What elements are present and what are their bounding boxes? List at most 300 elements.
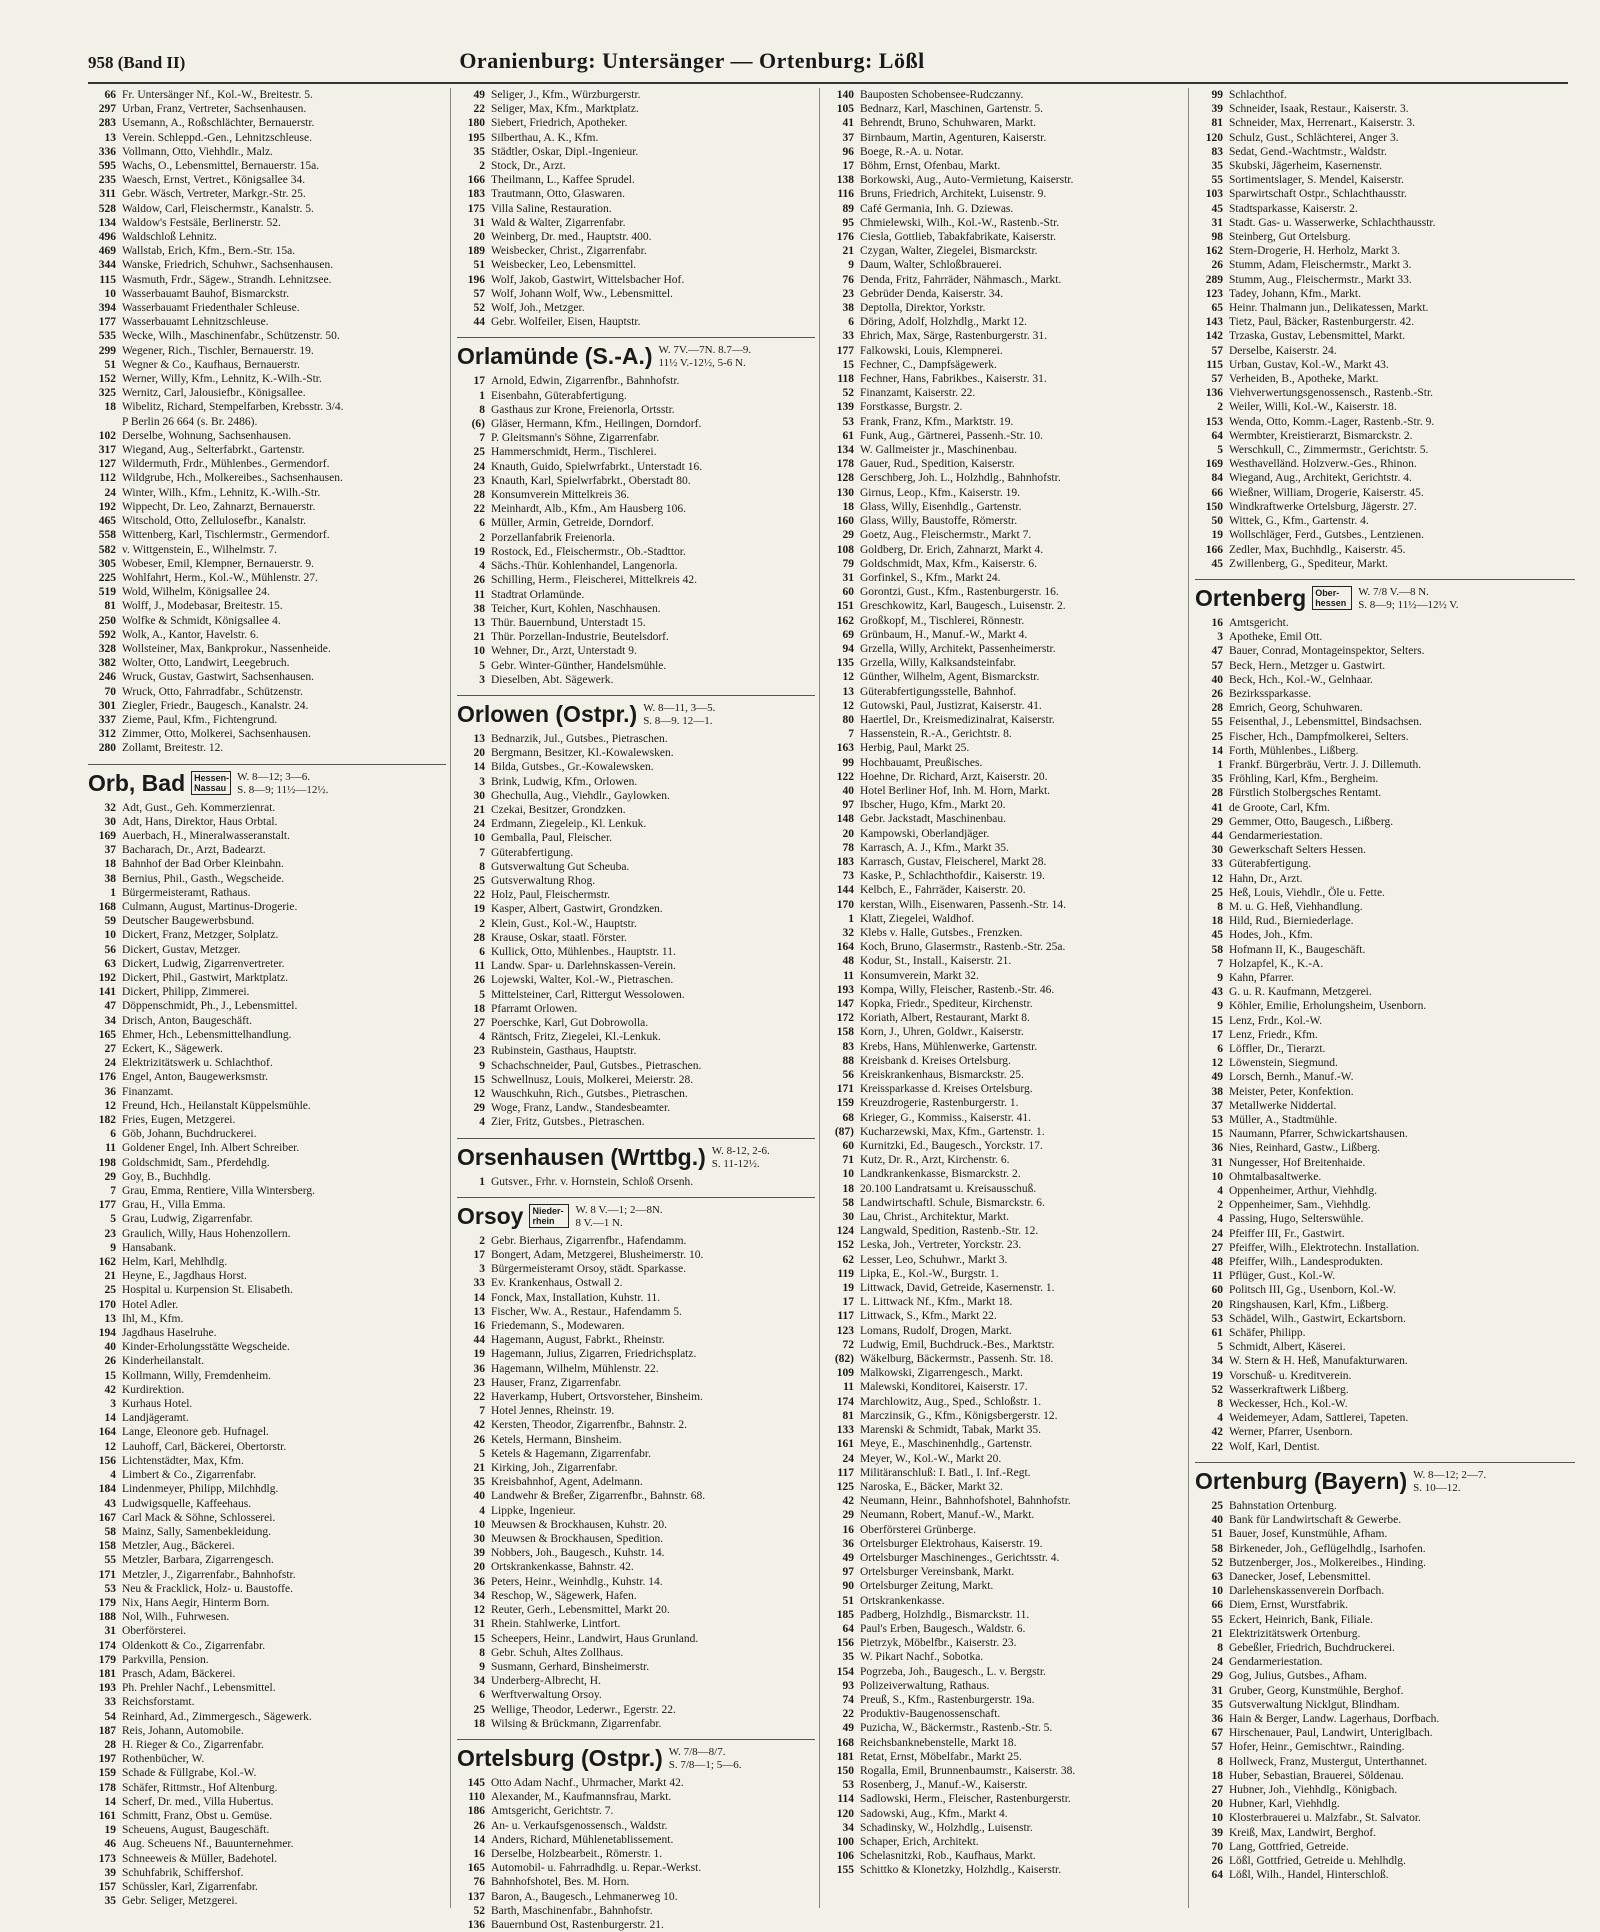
entry-text: Wallstab, Erich, Kfm., Bern.-Str. 15a. [122, 245, 296, 258]
list-item [826, 898, 1184, 912]
place-heading [457, 337, 815, 370]
list-item [88, 543, 446, 557]
entry-text: Kutz, Dr. R., Arzt, Kirchenstr. 6. [860, 1154, 1010, 1167]
phone-number: 100 [836, 1835, 854, 1848]
entry-text: Stumm, Adam, Fleischermstr., Markt 3. [1229, 259, 1412, 272]
list-item [88, 1042, 446, 1056]
list-item [1195, 1085, 1575, 1099]
page-number: 958 (Band II) [88, 53, 186, 72]
phone-number: 141 [98, 986, 116, 999]
phone-number: 528 [98, 202, 116, 215]
list-item [1195, 1698, 1575, 1712]
phone-number: 173 [98, 1852, 116, 1865]
list-item [1195, 471, 1575, 485]
list-item [457, 1262, 815, 1276]
entry-text: Kullick, Otto, Mühlenbes., Hauptstr. 11. [491, 945, 676, 958]
entry-text: Ortelsburger Vereinsbank, Markt. [860, 1566, 1015, 1579]
entry-text: Langwald, Spedition, Rastenb.-Str. 12. [860, 1225, 1039, 1238]
entry-text: Waldow's Festsäle, Berlinerstr. 52. [122, 216, 281, 229]
phone-number: 198 [98, 1156, 116, 1169]
entry-text: Korn, J., Uhren, Goldwr., Kaiserstr. [860, 1026, 1024, 1039]
phone-number: 52 [473, 1904, 485, 1917]
phone-number: 58 [842, 1196, 854, 1209]
list-item [457, 1433, 815, 1447]
phone-number: 23 [473, 474, 485, 487]
list-item [1195, 131, 1575, 145]
phone-number: 58 [104, 1525, 116, 1538]
list-item [88, 1383, 446, 1397]
entry-text: Amtsgericht. [1229, 616, 1289, 629]
entry-text: Deutscher Baugewerbsbund. [122, 915, 255, 928]
entry-text: Hubner, Joh., Viehhdlg., Königbach. [1229, 1783, 1398, 1796]
list-item [88, 900, 446, 914]
entry-text: Kelbch, E., Fahrräder, Kaiserstr. 20. [860, 884, 1026, 897]
list-item [826, 940, 1184, 954]
phone-number: 394 [98, 302, 116, 315]
page-header [88, 48, 1568, 80]
list-item [1195, 1411, 1575, 1425]
phone-number: 22 [473, 1391, 485, 1404]
phone-number: 9 [479, 1660, 485, 1673]
list-item [88, 1681, 446, 1695]
list-item [1195, 1184, 1575, 1198]
entry-text: Lippke, Ingenieur. [491, 1504, 576, 1517]
entry-text: Hoehne, Dr. Richard, Arzt, Kaiserstr. 20. [860, 770, 1048, 783]
entry-text: Schneeweis & Müller, Badehotel. [122, 1852, 278, 1865]
list-item [88, 528, 446, 542]
entry-text: Fonck, Max, Installation, Kuhstr. 11. [491, 1291, 661, 1304]
entry-text: Goetz, Aug., Fleischermstr., Markt 7. [860, 529, 1032, 542]
place-hours: W. 7/8 V.—8 N. S. 8—9; 11½—12½ V. [1358, 585, 1459, 611]
phone-number: 193 [98, 1682, 116, 1695]
entry-text: Weidemeyer, Adam, Sattlerei, Tapeten. [1229, 1412, 1409, 1425]
list-item [88, 1198, 446, 1212]
phone-number: 38 [1211, 1085, 1223, 1098]
list-item [826, 1466, 1184, 1480]
phone-number: 64 [1211, 1869, 1223, 1882]
list-item [457, 644, 815, 658]
list-item [88, 857, 446, 871]
list-item [88, 801, 446, 815]
entry-text: Schulz, Gust., Schlächterei, Anger 3. [1229, 131, 1399, 144]
list-item [826, 954, 1184, 968]
phone-number: 21 [473, 803, 485, 816]
phone-number: 283 [98, 117, 116, 130]
list-item [457, 1489, 815, 1503]
entry-text: Wolf, Jakob, Gastwirt, Wittelsbacher Hof. [491, 273, 685, 286]
entry-text: Gebrüder Denda, Kaiserstr. 34. [860, 287, 1004, 300]
list-item [1195, 829, 1575, 843]
entry-text: Reis, Johann, Automobile. [122, 1724, 244, 1737]
entry-text: Hild, Rud., Bierniederlage. [1229, 915, 1354, 928]
list-item [1195, 758, 1575, 772]
list-item [88, 1511, 446, 1525]
list-item [88, 971, 446, 985]
entry-text: Daum, Walter, Schloßbrauerei. [860, 259, 1002, 272]
list-item [1195, 644, 1575, 658]
entry-text: Gebr. Schuh, Altes Zollhaus. [491, 1646, 624, 1659]
phone-number: 172 [836, 1012, 854, 1025]
phone-number: 58 [1211, 1542, 1223, 1555]
list-item [88, 1468, 446, 1482]
entry-text: Lauhoff, Carl, Bäckerei, Obertorstr. [122, 1440, 287, 1453]
entry-text: Großkopf, M., Tischlerei, Rönnestr. [860, 614, 1025, 627]
entry-text: Meuwsen & Brockhausen, Kuhstr. 20. [491, 1518, 667, 1531]
entry-text: Sadowski, Aug., Kfm., Markt 4. [860, 1807, 1008, 1820]
list-item [826, 415, 1184, 429]
entry-text: Pfeiffer III, Fr., Gastwirt. [1229, 1227, 1345, 1240]
entry-text: Güterabfertigung. [491, 846, 574, 859]
phone-number: 170 [98, 1298, 116, 1311]
phone-number: 115 [99, 273, 116, 286]
entry-text: Danecker, Josef, Lebensmittel. [1229, 1570, 1371, 1583]
entry-text: Klatt, Ziegelei, Waldhof. [860, 912, 975, 925]
phone-number: 194 [98, 1327, 116, 1340]
entry-text: Lößl, Gottfried, Getreide u. Mehlhdlg. [1229, 1854, 1406, 1867]
entry-text: Culmann, August, Martinus-Drogerie. [122, 900, 298, 913]
entry-text: Holzapfel, K., K.-A. [1229, 957, 1324, 970]
list-item [457, 474, 815, 488]
entry-text: Kollmann, Willy, Fremdenheim. [122, 1369, 272, 1382]
phone-number: 28 [104, 1738, 116, 1751]
entry-text: Fischer, Hch., Dampfmolkerei, Selters. [1229, 730, 1409, 743]
list-item [88, 928, 446, 942]
list-item [1195, 872, 1575, 886]
list-item [1195, 730, 1575, 744]
entry-text: Meister, Peter, Konfektion. [1229, 1085, 1354, 1098]
list-item [826, 770, 1184, 784]
list-item [457, 588, 815, 602]
list-item [826, 301, 1184, 315]
list-item [826, 1778, 1184, 1792]
list-item [826, 1196, 1184, 1210]
entry-text: Stock, Dr., Arzt. [491, 160, 566, 173]
list-item [457, 1030, 815, 1044]
list-item [1195, 1397, 1575, 1411]
phone-number: 2 [479, 531, 485, 544]
list-item [826, 471, 1184, 485]
phone-number: 13 [104, 1312, 116, 1325]
phone-number: 305 [98, 557, 116, 570]
list-item [826, 1579, 1184, 1593]
entry-text: Wohlfahrt, Herm., Kol.-W., Mühlenstr. 27. [122, 571, 319, 584]
entry-text: G. u. R. Kaufmann, Metzgerei. [1229, 986, 1372, 999]
entry-text: Paul's Erben, Baugesch., Waldstr. 6. [860, 1622, 1026, 1635]
entry-text: Wenda, Otto, Komm.-Lager, Rastenb.-Str. 9. [1229, 415, 1435, 428]
phone-number: 164 [836, 941, 854, 954]
list-item [457, 1016, 815, 1030]
phone-number: 138 [836, 174, 854, 187]
list-item [88, 329, 446, 343]
entry-text: Klebs v. Halle, Gutsbes., Frenzken. [860, 926, 1023, 939]
entry-text: Skubski, Jägerheim, Kasernenstr. [1229, 160, 1382, 173]
phone-number: 9 [1217, 971, 1223, 984]
place-heading [457, 1138, 815, 1171]
phone-number: 56 [104, 943, 116, 956]
entry-text: Scherf, Dr. med., Villa Hubertus. [122, 1795, 274, 1808]
phone-number: 28 [473, 931, 485, 944]
entry-text: Gasthaus zur Krone, Freienorla, Ortsstr. [491, 403, 675, 416]
list-item [1195, 1556, 1575, 1570]
phone-number: 70 [1211, 1840, 1223, 1853]
list-item [1195, 1769, 1575, 1783]
list-item [1195, 528, 1575, 542]
list-item [1195, 1627, 1575, 1641]
list-item [826, 656, 1184, 670]
phone-number: 152 [836, 1239, 854, 1252]
phone-number: 16 [842, 1523, 854, 1536]
entry-text: Städtler, Oskar, Dipl.-Ingenieur. [491, 145, 639, 158]
list-item [457, 732, 815, 746]
entry-text: Wehner, Dr., Arzt, Unterstadt 9. [491, 645, 637, 658]
list-item [457, 817, 815, 831]
list-item [457, 1790, 815, 1804]
entry-text: Gorontzi, Gust., Kfm., Rastenburgerstr. 16. [860, 586, 1059, 599]
entry-text: Werner, Pfarrer, Usenborn. [1229, 1426, 1353, 1439]
phone-number: 21 [473, 631, 485, 644]
entry-text: Koch, Bruno, Glasermstr., Rastenb.-Str. 25a. [860, 941, 1066, 954]
entry-text: Dickert, Gustav, Metzger. [122, 943, 241, 956]
entry-text: M. u. G. Heß, Viehhandlung. [1229, 900, 1363, 913]
entry-text: Naroska, E., Bäcker, Markt 32. [860, 1480, 1003, 1493]
list-item [88, 443, 446, 457]
list-item [826, 1238, 1184, 1252]
phone-number: 53 [1211, 1312, 1223, 1325]
list-item [457, 389, 815, 403]
list-item [457, 1390, 815, 1404]
list-item [457, 1044, 815, 1058]
phone-number: 60 [1211, 1284, 1223, 1297]
place-hours: W. 8—12; 2—7. S. 10—12. [1413, 1468, 1487, 1494]
phone-number: 311 [99, 188, 116, 201]
entry-text: Parkvilla, Pension. [122, 1653, 209, 1666]
phone-number: 51 [1211, 1528, 1223, 1541]
phone-number: 1 [1217, 758, 1223, 771]
phone-number: 30 [1211, 844, 1223, 857]
entry-text: Ringshausen, Karl, Kfm., Lißberg. [1229, 1298, 1389, 1311]
list-item [826, 1380, 1184, 1394]
list-item [826, 1111, 1184, 1125]
list-item [457, 1175, 815, 1189]
list-item [88, 1781, 446, 1795]
phone-number: 161 [98, 1809, 116, 1822]
page-title: Oranienburg: Untersänger — Ortenburg: Lößl [459, 48, 925, 73]
place-heading [457, 1739, 815, 1772]
list-item [88, 1283, 446, 1297]
phone-number: 6 [479, 517, 485, 530]
entry-text: Gog, Julius, Gutsbes., Afham. [1229, 1670, 1367, 1683]
entry-text: Lang, Gottfried, Getreide. [1229, 1840, 1349, 1853]
phone-number: 95 [842, 216, 854, 229]
list-item [457, 187, 815, 201]
list-item [826, 869, 1184, 883]
phone-number: 26 [1211, 687, 1223, 700]
phone-number: 18 [104, 858, 116, 871]
entry-text: Lindenmeyer, Philipp, Milchhdlg. [122, 1483, 279, 1496]
entry-text: Sparwirtschaft Ostpr., Schlachthausstr. [1229, 188, 1407, 201]
entry-text: Wasserbauamt Bauhof, Bismarckstr. [122, 287, 290, 300]
list-item [88, 1085, 446, 1099]
phone-number: 66 [1211, 486, 1223, 499]
phone-number: 26 [473, 1433, 485, 1446]
phone-number: 5 [479, 1447, 485, 1460]
phone-number: 94 [842, 642, 854, 655]
list-item [826, 443, 1184, 457]
phone-number: 117 [837, 1466, 854, 1479]
entry-text: Boege, R.-A. u. Notar. [860, 145, 964, 158]
entry-text: Polizeiverwaltung, Rathaus. [860, 1679, 990, 1692]
phone-number: 153 [1205, 415, 1223, 428]
list-item [88, 843, 446, 857]
entry-text: Jagdhaus Haselruhe. [122, 1327, 217, 1340]
entry-text: Theilmann, L., Kaffee Sprudel. [491, 174, 635, 187]
list-item [1195, 1269, 1575, 1283]
phone-number: 184 [98, 1483, 116, 1496]
column-4 [1195, 88, 1579, 1908]
phone-number: 34 [473, 1589, 485, 1602]
phone-number: 13 [104, 131, 116, 144]
entry-text: Ph. Prehler Nachf., Lebensmittel. [122, 1682, 276, 1695]
list-item [88, 1582, 446, 1596]
phone-number: 116 [837, 188, 854, 201]
place-name: Orlowen (Ostpr.) [457, 700, 638, 727]
list-item [1195, 230, 1575, 244]
list-item [457, 131, 815, 145]
entry-text: Kreisbahnhof, Agent, Adelmann. [491, 1476, 643, 1489]
phone-number: 72 [842, 1338, 854, 1351]
phone-number: 166 [1205, 543, 1223, 556]
phone-number: 12 [842, 699, 854, 712]
list-item [1195, 1854, 1575, 1868]
entry-text: Lenz, Frdr., Kol.-W. [1229, 1014, 1323, 1027]
phone-number: 117 [837, 1310, 854, 1323]
phone-number: 49 [1211, 1071, 1223, 1084]
list-item [826, 969, 1184, 983]
list-item [1195, 173, 1575, 187]
list-item [826, 685, 1184, 699]
entry-text: Rogalla, Emil, Brunnenbaumstr., Kaiserstr. 38. [860, 1764, 1076, 1777]
list-item [88, 1539, 446, 1553]
entry-text: Kinder-Erholungsstätte Wegscheide. [122, 1341, 290, 1354]
phone-number: 136 [467, 1918, 485, 1931]
entry-text: Zwillenberg, G., Spediteur, Markt. [1229, 557, 1389, 570]
entry-text: Bacharach, Dr., Arzt, Badearzt. [122, 844, 266, 857]
entry-text: Schilling, Herm., Fleischerei, Mittelkreis 42. [491, 574, 698, 587]
list-item [88, 1070, 446, 1084]
list-item [457, 1861, 815, 1875]
list-item [826, 1182, 1184, 1196]
entry-text: Ludwig, Emil, Buchdruck.-Bes., Marktstr. [860, 1338, 1055, 1351]
list-item [1195, 1042, 1575, 1056]
entry-text: Schäfer, Rittmstr., Hof Altenburg. [122, 1781, 278, 1794]
phone-number: 301 [98, 699, 116, 712]
entry-text: Schade & Füllgrabe, Kol.-W. [122, 1767, 257, 1780]
place-hours: W. 8 V.—1; 2—8N. 8 V.—1 N. [575, 1203, 663, 1229]
phone-number: 42 [1211, 1426, 1223, 1439]
list-item [1195, 1598, 1575, 1612]
entry-text: Lenz, Friedr., Kfm. [1229, 1028, 1318, 1041]
phone-number: 47 [1211, 645, 1223, 658]
entry-text: Kurhaus Hotel. [122, 1398, 193, 1411]
entry-text: Fr. Untersänger Nf., Kol.-W., Breitestr. 5. [122, 89, 313, 101]
phone-number: 5 [479, 659, 485, 672]
list-item [826, 1665, 1184, 1679]
entry-text: Rostock, Ed., Fleischermstr., Ob.-Stadttor. [491, 545, 686, 558]
entry-text: Weisbecker, Leo, Lebensmittel. [491, 259, 637, 272]
phone-number: 41 [842, 117, 854, 130]
list-item [826, 315, 1184, 329]
phone-number: 344 [98, 259, 116, 272]
phone-number: 19 [473, 545, 485, 558]
phone-number: 31 [842, 571, 854, 584]
phone-number: 25 [104, 1284, 116, 1297]
phone-number: 43 [1211, 986, 1223, 999]
list-item [457, 516, 815, 530]
entry-text: Dieselben, Abt. Sägewerk. [491, 673, 614, 686]
list-item [826, 173, 1184, 187]
phone-number: 143 [1205, 316, 1223, 329]
phone-number: 35 [1211, 160, 1223, 173]
entry-text: Hammerschmidt, Herm., Tischlerei. [491, 446, 657, 459]
phone-number: 108 [836, 543, 854, 556]
phone-number: 15 [473, 1632, 485, 1645]
entry-text: Meye, E., Maschinenhdlg., Gartenstr. [860, 1438, 1033, 1451]
phone-number: 11 [474, 588, 485, 601]
list-item [826, 386, 1184, 400]
entry-text: Heß, Louis, Viehdlr., Öle u. Fette. [1229, 886, 1385, 899]
entry-text: Stumm, Aug., Fleischermstr., Markt 33. [1229, 273, 1412, 286]
entry-text: Hotel Adler. [122, 1298, 179, 1311]
entry-text: Schuhfabrik, Schiffershof. [122, 1866, 244, 1879]
phone-number: 162 [1205, 245, 1223, 258]
list-item [1195, 1156, 1575, 1170]
list-item [826, 628, 1184, 642]
list-item [88, 1369, 446, 1383]
entry-text: Gebr. Seliger, Metzgerei. [122, 1895, 238, 1908]
entry-text: Gutsver., Frhr. v. Hornstein, Schloß Orsenh. [491, 1175, 694, 1188]
entry-text: Bank für Landwirtschaft & Gewerbe. [1229, 1514, 1402, 1527]
list-item [826, 798, 1184, 812]
list-item [88, 1837, 446, 1851]
entry-text: Gruber, Georg, Kunstmühle, Berghof. [1229, 1684, 1404, 1697]
phone-number: 22 [473, 889, 485, 902]
entry-text: Wibelitz, Richard, Stempelfarben, Krebsstr. 3/4. [122, 401, 344, 414]
entry-text: Grau, H., Villa Emma. [122, 1199, 226, 1212]
phone-number: 186 [467, 1805, 485, 1818]
phone-number: 166 [467, 174, 485, 187]
phone-number: 34 [104, 1014, 116, 1027]
phone-number: 469 [98, 245, 116, 258]
phone-number: 40 [842, 784, 854, 797]
phone-number: 188 [98, 1611, 116, 1624]
entry-text: Güterabfertigungsstelle, Bahnhof. [860, 685, 1017, 698]
phone-number: 10 [1211, 1170, 1223, 1183]
list-item [88, 1411, 446, 1425]
phone-number: 52 [842, 387, 854, 400]
phone-number: 68 [842, 1111, 854, 1124]
entry-text: Silberthau, A. K., Kfm. [491, 131, 599, 144]
phone-number: 465 [98, 515, 116, 528]
phone-number: 11 [843, 1381, 854, 1394]
list-item [1195, 1499, 1575, 1513]
list-item [1195, 985, 1575, 999]
phone-number: 53 [842, 1779, 854, 1792]
entry-text: Freund, Hch., Heilanstalt Küppelsmühle. [122, 1099, 311, 1112]
phone-number: 35 [1211, 1698, 1223, 1711]
phone-number: 26 [473, 974, 485, 987]
entry-text: Oldenkott & Co., Zigarrenfabr. [122, 1639, 266, 1652]
entry-text: Anders, Richard, Mühlenetablissement. [491, 1833, 674, 1846]
